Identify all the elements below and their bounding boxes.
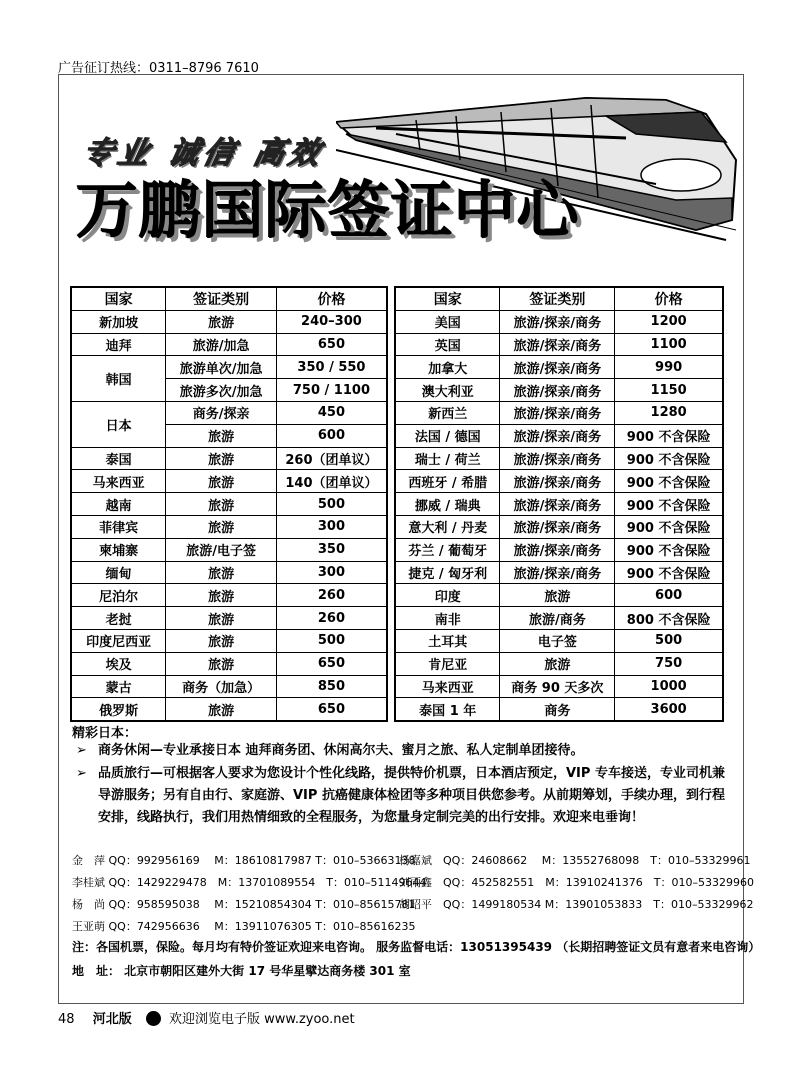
edition-label: 河北版 xyxy=(92,1012,132,1027)
notice-text: 注：各国机票，保险。每月均有特价签证欢迎来电咨询。 服务监督电话：13051395439 （长期招聘签证文员有意者来电咨询） xyxy=(72,940,761,954)
visa-type-cell: 旅游/探亲/商务 xyxy=(500,515,615,538)
country-cell: 尼泊尔 xyxy=(71,584,166,607)
country-cell: 法国 / 德国 xyxy=(395,424,500,447)
visa-type-cell: 旅游/探亲/商务 xyxy=(500,379,615,402)
country-cell: 泰国 xyxy=(71,447,166,470)
visa-type-cell: 旅游/探亲/商务 xyxy=(500,538,615,561)
price-cell: 240–300 xyxy=(276,310,387,333)
price-cell: 900 不含保险 xyxy=(615,515,723,538)
country-cell: 新加坡 xyxy=(71,310,166,333)
slogan: 专业 诚信 高效 xyxy=(79,136,328,171)
arrow-bullet-icon: ➢ xyxy=(76,743,87,758)
price-cell: 900 不含保险 xyxy=(615,470,723,493)
list-item xyxy=(76,763,726,829)
table-row xyxy=(71,652,387,675)
table-row xyxy=(395,698,723,721)
header-country: 国家 xyxy=(71,287,166,310)
price-cell: 1200 xyxy=(615,310,723,333)
bullet-text: 商务休闲—专业承接日本 迪拜商务团、休闲高尔夫、蜜月之旅、私人定制单团接待。 xyxy=(98,743,584,758)
price-cell: 750 xyxy=(615,652,723,675)
contact-entry: 杨嘉斌 QQ：24608662 M：13552768098 T：010–53329961 xyxy=(399,854,751,867)
table-row xyxy=(71,584,387,607)
visa-type-cell: 旅游/加急 xyxy=(166,333,277,356)
visa-price-table-right xyxy=(394,286,724,722)
country-cell: 印度尼西亚 xyxy=(71,629,166,652)
country-cell: 挪威 / 瑞典 xyxy=(395,493,500,516)
table-row xyxy=(395,493,723,516)
visa-type-cell: 旅游/探亲/商务 xyxy=(500,424,615,447)
country-cell: 印度 xyxy=(395,584,500,607)
table-row xyxy=(395,515,723,538)
price-cell: 260 xyxy=(276,584,387,607)
visa-type-cell: 旅游/探亲/商务 xyxy=(500,401,615,424)
price-cell: 350 xyxy=(276,538,387,561)
visa-price-table-left xyxy=(70,286,388,722)
header-price: 价格 xyxy=(615,287,723,310)
price-cell: 300 xyxy=(276,515,387,538)
visa-type-cell: 商务 90 天多次 xyxy=(500,675,615,698)
country-cell: 迪拜 xyxy=(71,333,166,356)
price-cell: 650 xyxy=(276,698,387,721)
price-cell: 600 xyxy=(276,424,387,447)
country-cell: 加拿大 xyxy=(395,356,500,379)
page-footer xyxy=(58,1008,355,1027)
price-cell: 500 xyxy=(276,493,387,516)
visa-type-cell: 旅游/商务 xyxy=(500,607,615,630)
header-price: 价格 xyxy=(276,287,387,310)
visa-type-cell: 旅游/探亲/商务 xyxy=(500,333,615,356)
visa-type-cell: 商务/探亲 xyxy=(166,401,277,424)
table-row xyxy=(71,561,387,584)
bullet-text: 品质旅行—可根据客人要求为您设计个性化线路，提供特价机票，日本酒店预定，VIP 专车接送，专业司机兼导游服务；另有自由行、家庭游、VIP 抗癌健康体检团等多种项目供您参考。从前期筹划，手续办理，到行程安排，线路执行，我们用热情细致的全程服务，为您量身定制完美的出行安排。欢迎来电垂询！ xyxy=(98,766,725,825)
table-row xyxy=(395,584,723,607)
price-cell: 900 不含保险 xyxy=(615,561,723,584)
country-cell: 土耳其 xyxy=(395,629,500,652)
visa-type-cell: 旅游/探亲/商务 xyxy=(500,356,615,379)
visa-type-cell: 旅游/探亲/商务 xyxy=(500,470,615,493)
table-row xyxy=(395,379,723,402)
price-cell: 850 xyxy=(276,675,387,698)
visa-type-cell: 旅游 xyxy=(166,493,277,516)
table-row xyxy=(71,447,387,470)
table-row xyxy=(395,447,723,470)
table-row xyxy=(395,401,723,424)
table-header-row xyxy=(71,287,387,310)
table-row xyxy=(71,401,387,424)
country-cell: 英国 xyxy=(395,333,500,356)
contact-entry: 李桂斌 QQ：1429229478 M：13701089554 T：010–51149644 xyxy=(72,876,427,889)
visa-type-cell: 旅游单次/加急 xyxy=(166,356,277,379)
visa-type-cell: 旅游 xyxy=(166,629,277,652)
table-row xyxy=(395,470,723,493)
price-cell: 900 不含保险 xyxy=(615,538,723,561)
price-cell: 1150 xyxy=(615,379,723,402)
table-row xyxy=(71,607,387,630)
visa-type-cell: 旅游 xyxy=(166,584,277,607)
page-number: 48 xyxy=(58,1012,75,1027)
price-cell: 1000 xyxy=(615,675,723,698)
header-visa-type: 签证类别 xyxy=(166,287,277,310)
brand-title: 万鹏国际签证中心 xyxy=(76,174,581,247)
contact-entry: 刘雨鑫 QQ：452582551 M：13910241376 T：010–53329960 xyxy=(399,876,754,889)
country-cell: 肯尼亚 xyxy=(395,652,500,675)
table-row xyxy=(71,470,387,493)
price-cell: 500 xyxy=(615,629,723,652)
visa-type-cell: 旅游/探亲/商务 xyxy=(500,447,615,470)
address-text: 地 址： 北京市朝阳区建外大街 17 号华星擘达商务楼 301 室 xyxy=(72,964,411,978)
contact-entry: 金 萍 QQ：992956169 M：18610817987 T：010–53663138 xyxy=(72,854,416,867)
price-cell: 3600 xyxy=(615,698,723,721)
table-row xyxy=(395,652,723,675)
visa-type-cell: 旅游 xyxy=(166,698,277,721)
table-row xyxy=(395,333,723,356)
country-cell: 老挝 xyxy=(71,607,166,630)
table-header-row xyxy=(395,287,723,310)
table-row xyxy=(395,561,723,584)
table-row xyxy=(71,698,387,721)
country-cell: 柬埔寨 xyxy=(71,538,166,561)
country-cell: 俄罗斯 xyxy=(71,698,166,721)
visa-type-cell: 旅游 xyxy=(166,561,277,584)
table-row xyxy=(71,356,387,379)
country-cell: 澳大利亚 xyxy=(395,379,500,402)
country-cell: 缅甸 xyxy=(71,561,166,584)
visa-type-cell: 旅游/探亲/商务 xyxy=(500,310,615,333)
visa-type-cell: 旅游/探亲/商务 xyxy=(500,493,615,516)
price-cell: 260（团单议） xyxy=(276,447,387,470)
price-cell: 300 xyxy=(276,561,387,584)
country-cell: 埃及 xyxy=(71,652,166,675)
visa-type-cell: 旅游 xyxy=(166,515,277,538)
country-cell: 捷克 / 匈牙利 xyxy=(395,561,500,584)
price-cell: 750 / 1100 xyxy=(276,379,387,402)
country-cell: 芬兰 / 葡萄牙 xyxy=(395,538,500,561)
table-row xyxy=(395,675,723,698)
price-cell: 600 xyxy=(615,584,723,607)
country-cell: 越南 xyxy=(71,493,166,516)
price-cell: 500 xyxy=(276,629,387,652)
table-row xyxy=(395,310,723,333)
price-cell: 900 不含保险 xyxy=(615,424,723,447)
price-cell: 260 xyxy=(276,607,387,630)
price-cell: 450 xyxy=(276,401,387,424)
price-cell: 140（团单议） xyxy=(276,470,387,493)
price-cell: 1280 xyxy=(615,401,723,424)
table-row xyxy=(71,675,387,698)
visa-type-cell: 旅游/电子签 xyxy=(166,538,277,561)
contact-entry: 王亚萌 QQ：742956636 M：13911076305 T：010–85616235 xyxy=(72,920,416,933)
table-row xyxy=(395,629,723,652)
table-row xyxy=(71,515,387,538)
price-cell: 650 xyxy=(276,652,387,675)
header-country: 国家 xyxy=(395,287,500,310)
country-cell: 意大利 / 丹麦 xyxy=(395,515,500,538)
table-row xyxy=(71,629,387,652)
country-cell: 马来西亚 xyxy=(395,675,500,698)
table-row xyxy=(395,538,723,561)
visa-type-cell: 旅游 xyxy=(166,310,277,333)
visa-type-cell: 商务 xyxy=(500,698,615,721)
table-row xyxy=(71,538,387,561)
contact-entry: 杨 尚 QQ：958595038 M：15210854304 T：010–85615781 xyxy=(72,898,416,911)
header-visa-type: 签证类别 xyxy=(500,287,615,310)
magazine-logo-icon xyxy=(146,1011,161,1026)
country-cell: 瑞士 / 荷兰 xyxy=(395,447,500,470)
price-cell: 350 / 550 xyxy=(276,356,387,379)
country-cell: 韩国 xyxy=(71,356,166,402)
visa-type-cell: 电子签 xyxy=(500,629,615,652)
country-cell: 新西兰 xyxy=(395,401,500,424)
country-cell: 马来西亚 xyxy=(71,470,166,493)
country-cell: 菲律宾 xyxy=(71,515,166,538)
visa-type-cell: 旅游 xyxy=(166,607,277,630)
visa-type-cell: 旅游 xyxy=(500,652,615,675)
country-cell: 西班牙 / 希腊 xyxy=(395,470,500,493)
price-cell: 900 不含保险 xyxy=(615,493,723,516)
visa-type-cell: 旅游 xyxy=(500,584,615,607)
visa-type-cell: 旅游 xyxy=(166,470,277,493)
table-row xyxy=(71,310,387,333)
price-cell: 990 xyxy=(615,356,723,379)
country-cell: 泰国 1 年 xyxy=(395,698,500,721)
list-item xyxy=(76,740,726,762)
visa-type-cell: 旅游/探亲/商务 xyxy=(500,561,615,584)
visa-type-cell: 旅游 xyxy=(166,447,277,470)
table-row xyxy=(71,493,387,516)
visa-type-cell: 旅游 xyxy=(166,424,277,447)
country-cell: 蒙古 xyxy=(71,675,166,698)
price-cell: 1100 xyxy=(615,333,723,356)
country-cell: 美国 xyxy=(395,310,500,333)
table-row xyxy=(71,333,387,356)
table-row xyxy=(395,424,723,447)
visa-type-cell: 旅游多次/加急 xyxy=(166,379,277,402)
price-cell: 650 xyxy=(276,333,387,356)
table-row xyxy=(395,356,723,379)
visa-type-cell: 商务（加急） xyxy=(166,675,277,698)
arrow-bullet-icon: ➢ xyxy=(76,766,87,781)
table-row xyxy=(395,607,723,630)
country-cell: 南非 xyxy=(395,607,500,630)
ad-hotline: 广告征订热线：0311–8796 7610 xyxy=(58,61,259,76)
price-cell: 800 不含保险 xyxy=(615,607,723,630)
visa-type-cell: 旅游 xyxy=(166,652,277,675)
contact-entry: 胡昭平 QQ：1499180534 M：13901053833 T：010–53329962 xyxy=(399,898,754,911)
country-cell: 日本 xyxy=(71,401,166,447)
japan-section-title: 精彩日本： xyxy=(72,726,138,741)
price-cell: 900 不含保险 xyxy=(615,447,723,470)
website-link[interactable]: 欢迎浏览电子版 www.zyoo.net xyxy=(168,1012,355,1027)
